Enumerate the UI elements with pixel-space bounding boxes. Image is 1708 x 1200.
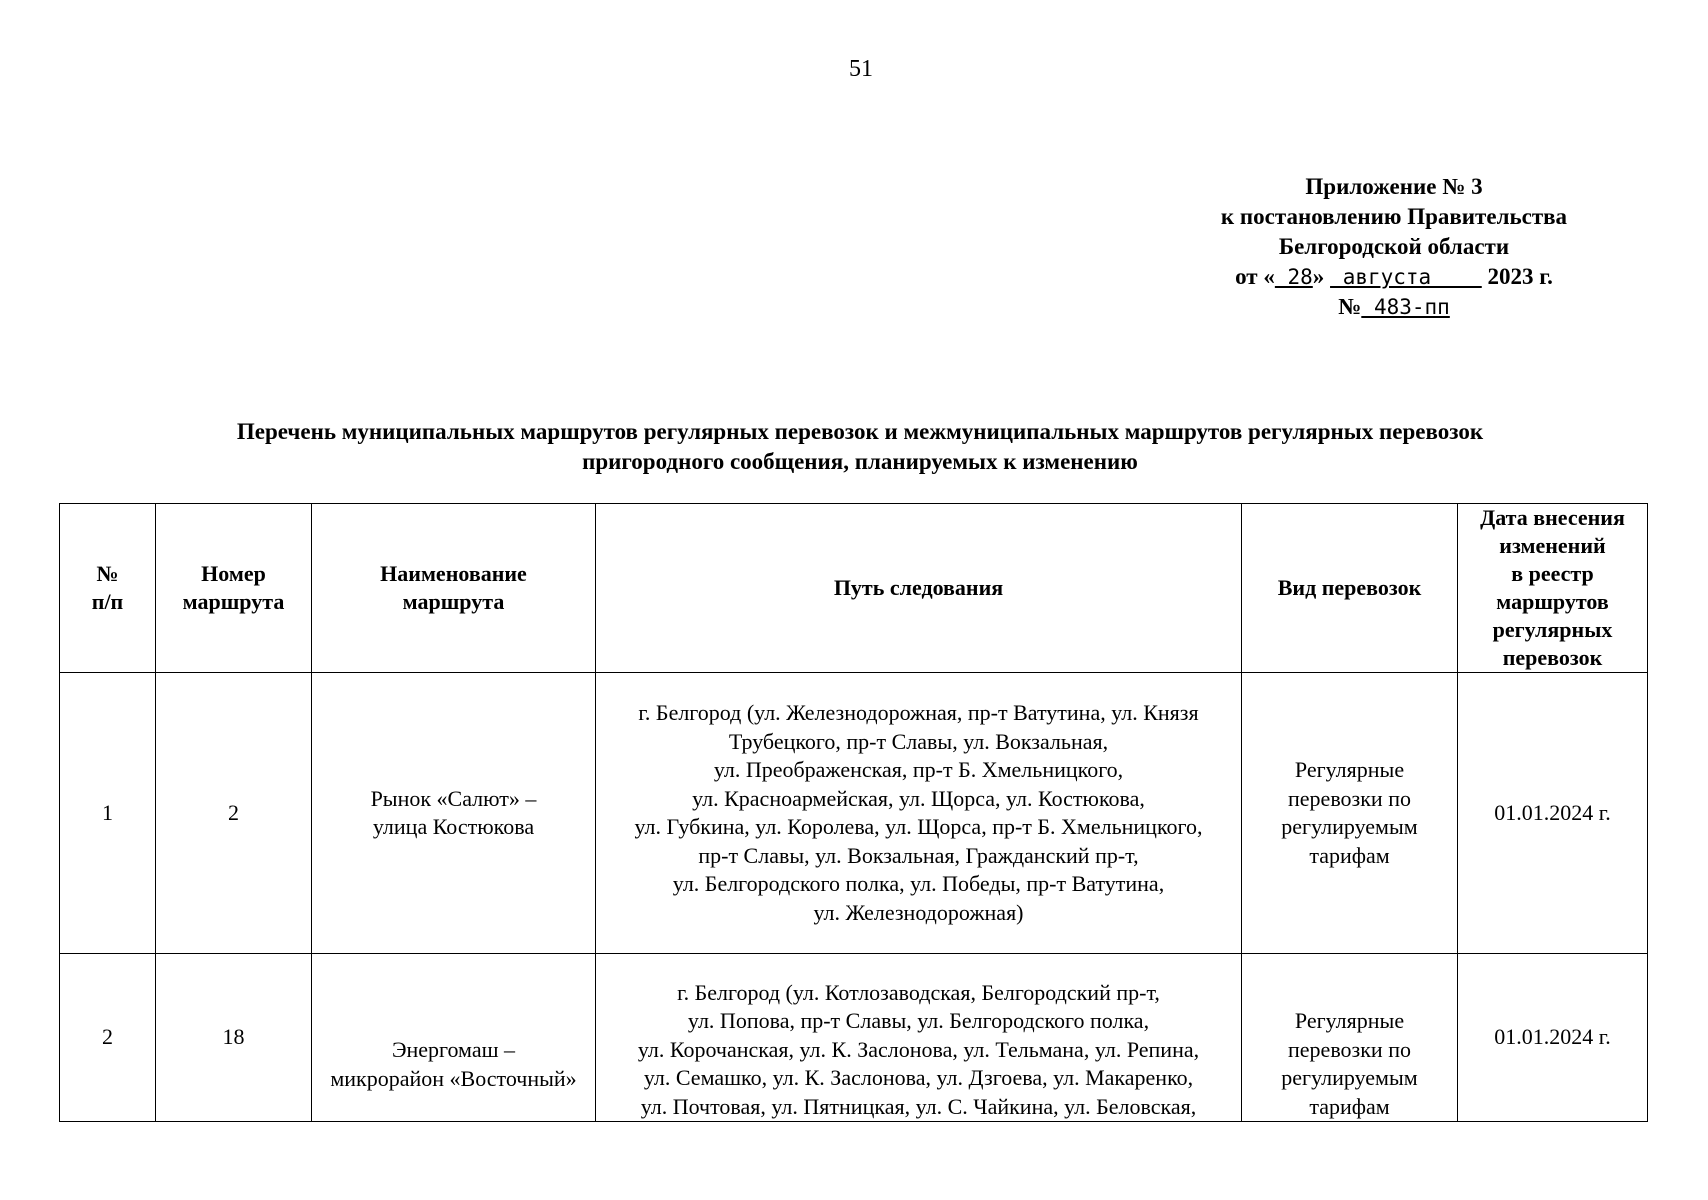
path-line: ул. Белгородского полка, ул. Победы, пр-т Ватутина, [672, 871, 1165, 896]
cell-registry-date: 01.01.2024 г. [1458, 954, 1648, 1122]
date-prefix: от « [1235, 264, 1275, 289]
header-route-number: Номер маршрута [156, 504, 312, 673]
page-number: 51 [849, 56, 873, 82]
date-year: 2023 г. [1481, 264, 1553, 289]
cell-num: 1 [60, 673, 156, 954]
path-line: ул. Семашко, ул. К. Заслонова, ул. Дзгоева, ул. Макаренко, [643, 1065, 1194, 1090]
path-line: г. Белгород (ул. Железнодорожная, пр-т Ватутина, ул. Князя [638, 700, 1199, 725]
path-line: пр-т Славы, ул. Вокзальная, Гражданский пр-т, [698, 842, 1139, 868]
appendix-block [1174, 172, 1614, 322]
cell-route-name: Рынок «Салют» – улица Костюкова [312, 673, 596, 954]
date-month: августа [1330, 265, 1482, 289]
cell-path [596, 673, 1242, 954]
number-prefix: № [1338, 294, 1362, 319]
path-line: ул. Почтовая, ул. Пятницкая, ул. С. Чайкина, ул. Беловская, [640, 1093, 1197, 1119]
header-transport-type: Вид перевозок [1242, 504, 1458, 673]
table-header-row [60, 504, 1648, 673]
cell-route-name: Энергомаш – микрорайон «Восточный» [312, 954, 596, 1122]
path-line: ул. Попова, пр-т Славы, ул. Белгородского полка, [687, 1008, 1150, 1033]
decree-number: 483-пп [1361, 295, 1450, 319]
table-row [60, 954, 1648, 1122]
appendix-number-line [1174, 292, 1614, 322]
date-mid: » [1312, 264, 1331, 289]
cell-num: 2 [60, 954, 156, 1122]
header-registry-date: Дата внесения изменений в реестр маршрутов регулярных перевозок [1458, 504, 1648, 673]
appendix-region: Белгородской области [1278, 234, 1510, 259]
header-route-name: Наименование маршрута [312, 504, 596, 673]
path-line: ул. Красноармейская, ул. Щорса, ул. Костюкова, [692, 785, 1145, 811]
path-line: ул. Губкина, ул. Королева, ул. Щорса, пр-т Б. Хмельницкого, [634, 814, 1203, 839]
cell-route-number: 18 [156, 954, 312, 1122]
cell-transport-type: Регулярные перевозки по регулируемым тарифам [1242, 954, 1458, 1122]
document-title-line-2: пригородного сообщения, планируемых к изменению [582, 449, 1138, 474]
document-title [80, 417, 1640, 477]
appendix-title: Приложение № 3 [1305, 174, 1483, 199]
cell-registry-date: 01.01.2024 г. [1458, 673, 1648, 954]
cell-route-number: 2 [156, 673, 312, 954]
path-line: г. Белгород (ул. Котлозаводская, Белгородский пр-т, [677, 979, 1160, 1005]
document-title-line-1: Перечень муниципальных маршрутов регулярных перевозок и межмуниципальных маршрутов регулярных перевозок [236, 419, 1484, 444]
appendix-date-line [1174, 262, 1614, 292]
path-line: Трубецкого, пр-т Славы, ул. Вокзальная, [728, 728, 1109, 754]
table-row [60, 673, 1648, 954]
path-line: ул. Корочанская, ул. К. Заслонова, ул. Тельмана, ул. Репина, [637, 1036, 1200, 1062]
path-line: ул. Преображенская, пр-т Б. Хмельницкого, [713, 757, 1124, 782]
cell-path [596, 954, 1242, 1122]
cell-transport-type: Регулярные перевозки по регулируемым тарифам [1242, 673, 1458, 954]
date-day: 28 [1274, 265, 1313, 289]
routes-table [59, 503, 1648, 1122]
appendix-decree-ref: к постановлению Правительства [1220, 204, 1568, 229]
header-path: Путь следования [596, 504, 1242, 673]
path-line: ул. Железнодорожная) [813, 899, 1024, 925]
header-num: № п/п [60, 504, 156, 673]
